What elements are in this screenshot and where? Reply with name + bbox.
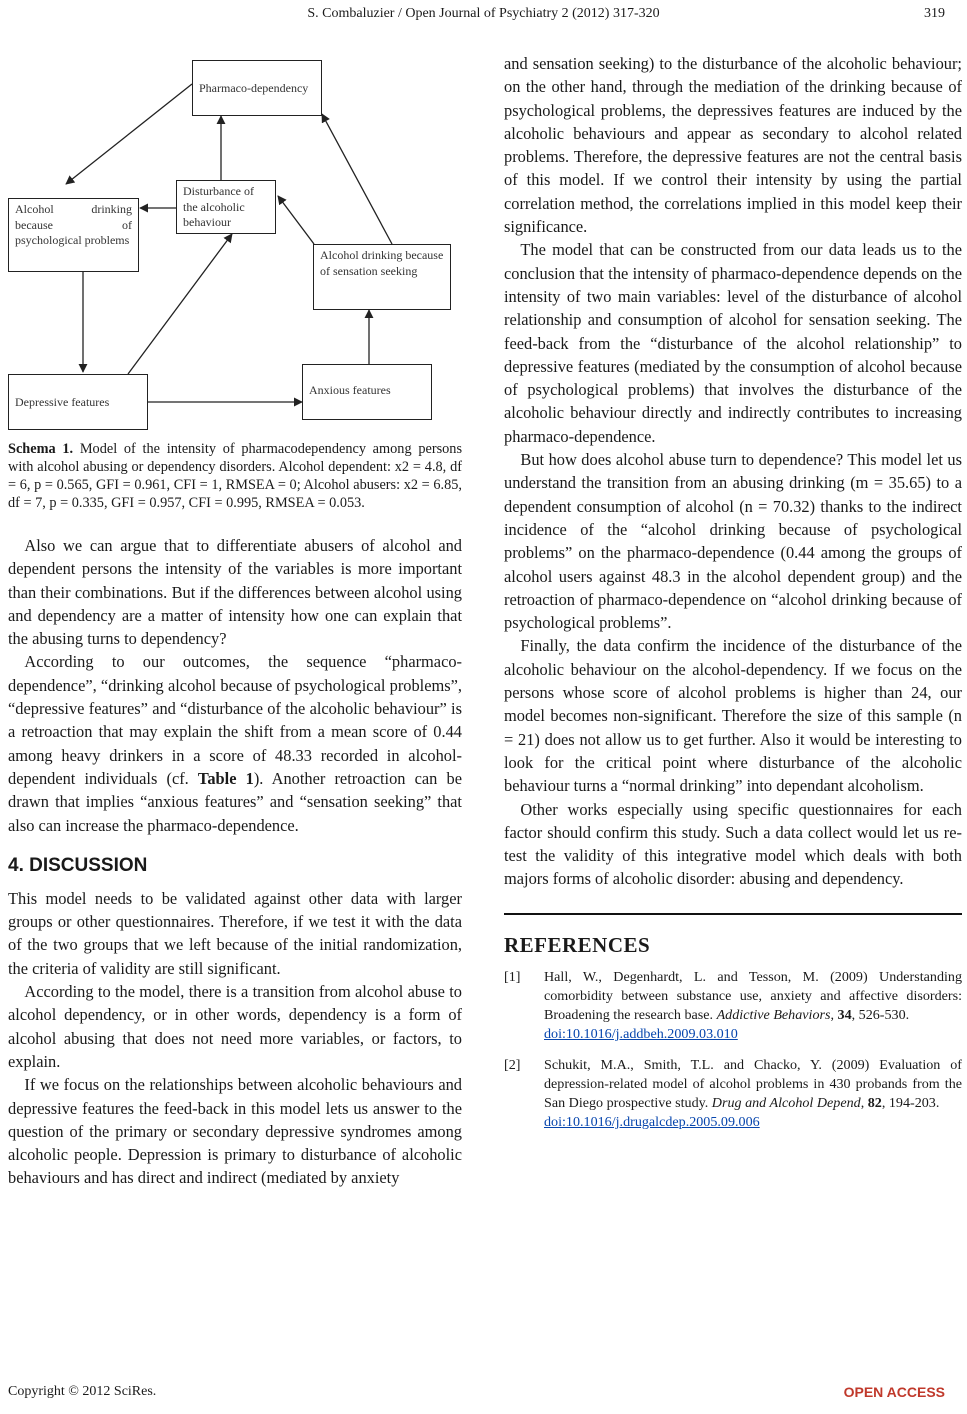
paragraph: Also we can argue that to differentiate abusers of alcohol and dependent persons the intensity of the variables is more important than their combinations. But if the differences between alcohol using and dependency are a matter of intensity how one can explain that the abusing turns to dependency? (8, 536, 462, 649)
arrow-depressive-to-disturbance (128, 234, 232, 374)
reference-item: [1] Hall, W., Degenhardt, L. and Tesson, M. (2009) Understanding comorbidity between substance use, anxiety and affective disorders: Broadening the research base. Addictive Behaviors, 34, 526-530. doi:10.1016/j.addbeh.2009.03.010 (504, 968, 962, 1042)
paragraph: According to the model, there is a transition from alcohol abuse to alcohol dependency, or in other words, dependency is a form of alcohol abusing that does not need more variables, or factors, to explain. (8, 982, 462, 1071)
caption-label: Schema 1. (8, 441, 74, 457)
paragraph: If we focus on the relationships between alcoholic behaviours and depressive features the feed-back in this model lets us answer to the question of the primary or secondary depressive syndromes among alcoholic people. Depression is primary to disturbance of alcoholic behaviours and has direct and indirect (mediated by anxiety (8, 1075, 462, 1188)
paragraph: According to our outcomes, the sequence “pharmaco-dependence”, “drinking alcohol because of psychological problems”, “depressive features” and “disturbance of the alcoholic behaviour” is a retroaction that may explain the shift from a mean score of 0.44 among heavy drinkers in a score of 48.33 recorded in alcohol-dependent individuals (cf. Table 1). Another retroaction can be drawn that implies “anxious features” and “sensation seeking” that also can increase the pharmaco-dependence. (8, 652, 462, 835)
node-pharmaco-dependency: Pharmaco-dependency (192, 60, 322, 116)
footer-open-access: OPEN ACCESS (843, 1384, 945, 1400)
table-reference-link[interactable]: Table 1 (197, 768, 254, 788)
doi-link[interactable]: doi:10.1016/j.drugalcdep.2005.09.006 (544, 1113, 760, 1130)
figure-caption (8, 440, 462, 512)
node-disturbance-alcoholic-behaviour: Disturbance of the alcoholic behaviour (176, 180, 276, 234)
path-model-diagram (8, 52, 462, 424)
reference-number: [2] (504, 1056, 521, 1073)
page-number: 319 (924, 6, 945, 21)
paragraph: Finally, the data confirm the incidence of the disturbance of the alcoholic behaviour on the alcohol-dependency. If we focus on the persons whose score of alcohol problems is higher than 24, our model becomes non-significant. Therefore the size of this sample (n = 21) does not allow us to get further. Also it would be interesting to look for the critical point where disturbance of the alcoholic behaviour turns a “normal drinking” into dependant alcoholism. (504, 636, 962, 796)
paragraph: The model that can be constructed from our data leads us to the conclusion that the intensity of pharmaco-dependence depends on the intensity of two main variables: level of the disturbance of alcohol relationship and consumption of alcohol for sensation seeking. The feed-back from the “disturbance of the alcohol relationship” to depressive features (mediated by the consumption of alcohol because of psychological problems) that involves the disturbance of the alcoholic behaviour directly and indirectly contributes to increasing pharmaco-dependence. (504, 240, 962, 446)
node-drinking-psychological-problems: Alcohol drinking because of psychological problems (8, 198, 139, 272)
arrow-sensation-to-disturbance (278, 196, 314, 244)
running-header: S. Combaluzier / Open Journal of Psychiatry 2 (2012) 317-320 (307, 6, 660, 21)
reference-item: [2] Schukit, M.A., Smith, T.L. and Chacko, Y. (2009) Evaluation of depression-related model of alcohol problems in 430 probands from the San Diego prospective study. Drug and Alcohol Depend, 82, 194-203. doi:10.1016/j.drugalcdep.2005.09.006 (504, 1056, 962, 1130)
right-column (504, 52, 962, 1144)
paragraph: Other works especially using specific questionnaires for each factor should confirm this study. Such a data collect would let us re-test the validity of this integrative model which deals with both majors forms of alcoholic disorder: abusing and dependency. (504, 799, 962, 889)
arrow-pharmaco-to-psych (66, 84, 192, 184)
reference-number: [1] (504, 968, 521, 985)
arrow-sensation-to-pharmaco (322, 114, 392, 244)
footer-copyright: Copyright © 2012 SciRes. (8, 1384, 157, 1399)
paragraph: But how does alcohol abuse turn to dependence? This model let us understand the transition from an abusing drinking (m = 35.65) to a dependent consumption of alcohol (n = 70.32) thanks to the indirect incidence of the “alcohol drinking because of psychological problems” on the pharmaco-dependence (0.44 among the groups of alcohol users against 48.3 in the alcohol dependent group) and the retroaction of pharmaco-dependence on “alcohol drinking because of psychological problems”. (504, 450, 962, 633)
doi-link[interactable]: doi:10.1016/j.addbeh.2009.03.010 (544, 1025, 738, 1042)
paragraph: This model needs to be validated against other data with larger groups or other questionnaires. Therefore, if we test it with the data of the two groups that we left because of the initial randomization, the criteria of validity are still significant. (8, 888, 462, 978)
references-heading: REFERENCES (504, 932, 651, 957)
section-divider (504, 913, 962, 915)
node-drinking-sensation-seeking: Alcohol drinking because of sensation seeking (313, 244, 451, 310)
caption-text: Model of the intensity of pharmacodependency among persons with alcohol abusing or dependency disorders. Alcohol dependent: x2 = 4.8, df = 6, p = 0.565, GFI = 0.961, CFI = 1, RMSEA = 0; Alcohol abusers: x2 = 6.85, df = 7, p = 0.335, GFI = 0.957, CFI = 0.995, RMSEA = 0.053. (8, 441, 463, 511)
section-heading: 4. DISCUSSION (8, 854, 148, 876)
node-anxious-features: Anxious features (302, 364, 432, 420)
node-depressive-features: Depressive features (8, 374, 148, 430)
left-column (8, 52, 462, 1190)
paragraph: and sensation seeking) to the disturbance of the alcoholic behaviour; on the other hand, through the mediation of the drinking because of psychological problems, the depressives features are induced by the alcoholic behaviours and appear as secondary to alcohol related problems. Therefore, the depressive features are not the central basis of this model. If we control their intensity by using the partial correlation method, the correlations implied in this model keep their significance. (504, 54, 962, 237)
